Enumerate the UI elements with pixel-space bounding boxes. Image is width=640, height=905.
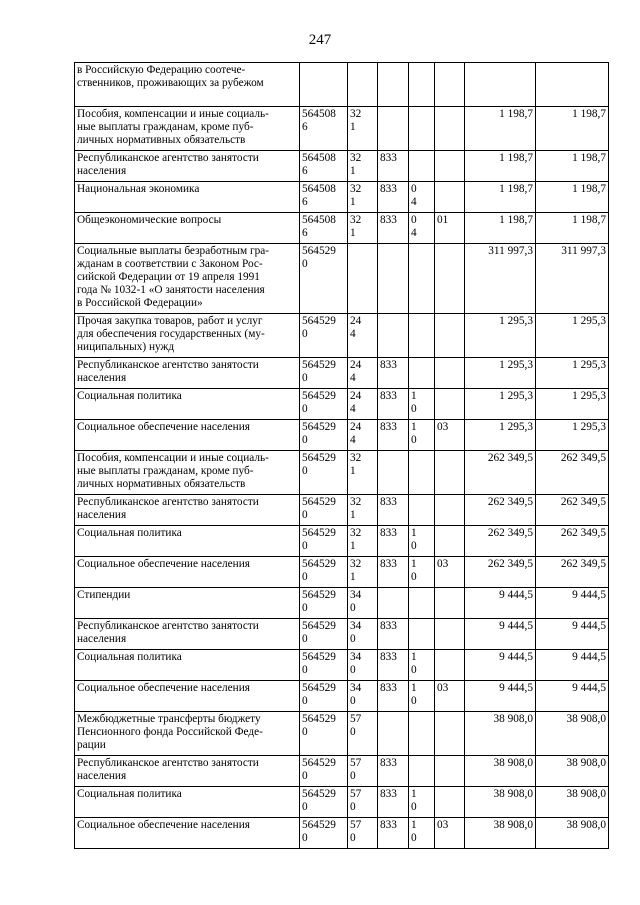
- cell-ved: [378, 314, 409, 358]
- cell-ved: 833: [378, 358, 409, 389]
- cell-sum2: 1 198,7: [536, 107, 609, 151]
- page-number: 247: [308, 32, 332, 48]
- cell-kvr: 32 1: [348, 495, 378, 526]
- cell-sum2: [536, 63, 609, 107]
- cell-sum1: 38 908,0: [465, 818, 536, 849]
- cell-sum1: 262 349,5: [465, 495, 536, 526]
- cell-ved: [378, 712, 409, 756]
- cell-ved: 833: [378, 619, 409, 650]
- cell-kvr: 32 1: [348, 151, 378, 182]
- cell-sum1: 1 198,7: [465, 213, 536, 244]
- cell-sum2: 9 444,5: [536, 588, 609, 619]
- cell-pr: [435, 389, 465, 420]
- cell-name: Социальная политика: [75, 526, 300, 557]
- cell-name: Пособия, компенсации и иные социаль- ные выплаты гражданам, кроме пуб- личных нормативных обязательств: [75, 451, 300, 495]
- cell-code: 564529 0: [300, 358, 348, 389]
- cell-pr: [435, 756, 465, 787]
- cell-sum1: 262 349,5: [465, 557, 536, 588]
- cell-code: 564529 0: [300, 495, 348, 526]
- cell-pr: [435, 182, 465, 213]
- cell-sum1: 1 198,7: [465, 151, 536, 182]
- cell-rz: [409, 451, 435, 495]
- cell-name: Социальное обеспечение населения: [75, 681, 300, 712]
- cell-rz: [409, 588, 435, 619]
- cell-sum2: 38 908,0: [536, 787, 609, 818]
- cell-sum2: 1 295,3: [536, 420, 609, 451]
- cell-kvr: 34 0: [348, 681, 378, 712]
- table-row: [75, 244, 609, 314]
- cell-sum1: 1 198,7: [465, 107, 536, 151]
- cell-sum2: 1 198,7: [536, 182, 609, 213]
- cell-pr: [435, 244, 465, 314]
- cell-kvr: 24 4: [348, 420, 378, 451]
- cell-pr: [435, 314, 465, 358]
- cell-name: Социальная политика: [75, 650, 300, 681]
- table-row: [75, 107, 609, 151]
- cell-kvr: [348, 244, 378, 314]
- table-row: [75, 557, 609, 588]
- cell-sum1: 38 908,0: [465, 787, 536, 818]
- cell-name: Социальное обеспечение населения: [75, 420, 300, 451]
- cell-kvr: 57 0: [348, 712, 378, 756]
- cell-name: Пособия, компенсации и иные социаль- ные выплаты гражданам, кроме пуб- личных нормативных обязательств: [75, 107, 300, 151]
- table-row: [75, 588, 609, 619]
- cell-pr: [435, 650, 465, 681]
- cell-sum2: 9 444,5: [536, 681, 609, 712]
- cell-pr: [435, 787, 465, 818]
- cell-sum2: 311 997,3: [536, 244, 609, 314]
- cell-ved: 833: [378, 818, 409, 849]
- cell-name: Прочая закупка товаров, работ и услуг для обеспечения государственных (му- ниципальных) нужд: [75, 314, 300, 358]
- table-row: [75, 358, 609, 389]
- cell-pr: [435, 526, 465, 557]
- cell-ved: [378, 63, 409, 107]
- cell-code: 564529 0: [300, 526, 348, 557]
- cell-ved: [378, 588, 409, 619]
- table-row: [75, 451, 609, 495]
- table-row: [75, 213, 609, 244]
- table-row: [75, 619, 609, 650]
- cell-code: 564529 0: [300, 756, 348, 787]
- cell-kvr: 32 1: [348, 182, 378, 213]
- cell-code: 564529 0: [300, 787, 348, 818]
- cell-ved: 833: [378, 650, 409, 681]
- cell-ved: 833: [378, 557, 409, 588]
- cell-rz: 1 0: [409, 681, 435, 712]
- cell-code: 564529 0: [300, 314, 348, 358]
- cell-ved: 833: [378, 526, 409, 557]
- cell-rz: [409, 107, 435, 151]
- cell-rz: 1 0: [409, 389, 435, 420]
- table-row: [75, 63, 609, 107]
- cell-name: Социальные выплаты безработным гра- жданам в соответствии с Законом Рос- сийской Федерации от 19 апреля 1991 года № 1032-1 «О занятости населения в Российской Федерации»: [75, 244, 300, 314]
- cell-name: Республиканское агентство занятости населения: [75, 151, 300, 182]
- cell-kvr: 57 0: [348, 818, 378, 849]
- cell-ved: 833: [378, 756, 409, 787]
- cell-rz: [409, 358, 435, 389]
- cell-code: 564529 0: [300, 557, 348, 588]
- cell-name: в Российскую Федерацию соотече- ственников, проживающих за рубежом: [75, 63, 300, 107]
- table-body: [75, 63, 609, 849]
- cell-rz: [409, 712, 435, 756]
- cell-sum2: 1 295,3: [536, 358, 609, 389]
- cell-name: Республиканское агентство занятости населения: [75, 756, 300, 787]
- cell-pr: [435, 495, 465, 526]
- cell-kvr: 34 0: [348, 650, 378, 681]
- cell-code: 564508 6: [300, 151, 348, 182]
- cell-pr: 03: [435, 420, 465, 451]
- cell-kvr: 24 4: [348, 358, 378, 389]
- cell-kvr: [348, 63, 378, 107]
- table-row: [75, 389, 609, 420]
- cell-sum2: 9 444,5: [536, 650, 609, 681]
- cell-code: 564529 0: [300, 650, 348, 681]
- cell-pr: 01: [435, 213, 465, 244]
- cell-sum2: 1 295,3: [536, 314, 609, 358]
- table-row: [75, 182, 609, 213]
- cell-rz: 1 0: [409, 526, 435, 557]
- cell-sum2: 38 908,0: [536, 756, 609, 787]
- cell-name: Национальная экономика: [75, 182, 300, 213]
- cell-code: 564529 0: [300, 451, 348, 495]
- cell-sum2: 262 349,5: [536, 526, 609, 557]
- cell-sum1: 262 349,5: [465, 526, 536, 557]
- cell-ved: 833: [378, 182, 409, 213]
- cell-sum2: 38 908,0: [536, 712, 609, 756]
- cell-ved: [378, 244, 409, 314]
- cell-ved: 833: [378, 495, 409, 526]
- cell-kvr: 32 1: [348, 557, 378, 588]
- cell-sum2: 9 444,5: [536, 619, 609, 650]
- cell-code: 564529 0: [300, 619, 348, 650]
- cell-kvr: 24 4: [348, 314, 378, 358]
- cell-rz: 1 0: [409, 650, 435, 681]
- cell-rz: 1 0: [409, 557, 435, 588]
- cell-pr: 03: [435, 681, 465, 712]
- cell-ved: 833: [378, 389, 409, 420]
- table-row: [75, 818, 609, 849]
- cell-kvr: 34 0: [348, 588, 378, 619]
- cell-pr: [435, 107, 465, 151]
- cell-ved: [378, 107, 409, 151]
- table-row: [75, 712, 609, 756]
- cell-sum1: 311 997,3: [465, 244, 536, 314]
- cell-code: 564529 0: [300, 712, 348, 756]
- cell-sum2: 1 198,7: [536, 151, 609, 182]
- cell-ved: 833: [378, 213, 409, 244]
- cell-name: Социальная политика: [75, 787, 300, 818]
- cell-code: 564529 0: [300, 681, 348, 712]
- cell-kvr: 34 0: [348, 619, 378, 650]
- cell-kvr: 32 1: [348, 107, 378, 151]
- cell-code: 564508 6: [300, 182, 348, 213]
- cell-rz: [409, 63, 435, 107]
- cell-name: Межбюджетные трансферты бюджету Пенсионного фонда Российской Феде- рации: [75, 712, 300, 756]
- cell-rz: 0 4: [409, 182, 435, 213]
- cell-sum1: 1 295,3: [465, 389, 536, 420]
- cell-ved: [378, 451, 409, 495]
- cell-ved: 833: [378, 151, 409, 182]
- cell-code: 564508 6: [300, 213, 348, 244]
- cell-pr: [435, 619, 465, 650]
- cell-ved: 833: [378, 681, 409, 712]
- cell-sum1: 9 444,5: [465, 619, 536, 650]
- cell-name: Общеэкономические вопросы: [75, 213, 300, 244]
- cell-sum1: 262 349,5: [465, 451, 536, 495]
- table-row: [75, 650, 609, 681]
- cell-code: 564529 0: [300, 818, 348, 849]
- cell-rz: [409, 151, 435, 182]
- table-row: [75, 151, 609, 182]
- cell-kvr: 32 1: [348, 451, 378, 495]
- cell-code: 564529 0: [300, 389, 348, 420]
- cell-pr: [435, 358, 465, 389]
- cell-code: [300, 63, 348, 107]
- cell-pr: 03: [435, 818, 465, 849]
- cell-kvr: 32 1: [348, 526, 378, 557]
- table-row: [75, 756, 609, 787]
- table-row: [75, 495, 609, 526]
- cell-pr: [435, 63, 465, 107]
- cell-code: 564508 6: [300, 107, 348, 151]
- cell-rz: 1 0: [409, 787, 435, 818]
- cell-pr: [435, 151, 465, 182]
- cell-sum1: 1 295,3: [465, 420, 536, 451]
- cell-kvr: 57 0: [348, 756, 378, 787]
- table-row: [75, 681, 609, 712]
- cell-rz: [409, 244, 435, 314]
- table-row: [75, 314, 609, 358]
- cell-sum1: 9 444,5: [465, 650, 536, 681]
- cell-pr: [435, 451, 465, 495]
- cell-sum2: 1 295,3: [536, 389, 609, 420]
- cell-sum2: 38 908,0: [536, 818, 609, 849]
- cell-kvr: 32 1: [348, 213, 378, 244]
- cell-name: Стипендии: [75, 588, 300, 619]
- cell-rz: [409, 756, 435, 787]
- cell-rz: [409, 314, 435, 358]
- cell-sum1: 9 444,5: [465, 588, 536, 619]
- cell-sum1: 38 908,0: [465, 756, 536, 787]
- budget-table: [74, 62, 609, 849]
- cell-pr: [435, 712, 465, 756]
- cell-name: Социальное обеспечение населения: [75, 818, 300, 849]
- cell-rz: [409, 495, 435, 526]
- cell-sum1: [465, 63, 536, 107]
- cell-code: 564529 0: [300, 244, 348, 314]
- cell-code: 564529 0: [300, 588, 348, 619]
- cell-sum2: 262 349,5: [536, 557, 609, 588]
- cell-code: 564529 0: [300, 420, 348, 451]
- cell-sum1: 1 295,3: [465, 358, 536, 389]
- cell-sum1: 38 908,0: [465, 712, 536, 756]
- cell-sum1: 9 444,5: [465, 681, 536, 712]
- cell-pr: 03: [435, 557, 465, 588]
- table-row: [75, 526, 609, 557]
- cell-kvr: 24 4: [348, 389, 378, 420]
- cell-name: Республиканское агентство занятости населения: [75, 495, 300, 526]
- cell-rz: 1 0: [409, 420, 435, 451]
- cell-name: Республиканское агентство занятости населения: [75, 358, 300, 389]
- cell-sum1: 1 198,7: [465, 182, 536, 213]
- cell-sum2: 1 198,7: [536, 213, 609, 244]
- cell-rz: 0 4: [409, 213, 435, 244]
- cell-sum1: 1 295,3: [465, 314, 536, 358]
- cell-rz: [409, 619, 435, 650]
- cell-kvr: 57 0: [348, 787, 378, 818]
- cell-ved: 833: [378, 420, 409, 451]
- cell-sum2: 262 349,5: [536, 451, 609, 495]
- cell-ved: 833: [378, 787, 409, 818]
- table-row: [75, 787, 609, 818]
- table-row: [75, 420, 609, 451]
- cell-rz: 1 0: [409, 818, 435, 849]
- cell-name: Социальная политика: [75, 389, 300, 420]
- cell-name: Республиканское агентство занятости населения: [75, 619, 300, 650]
- cell-pr: [435, 588, 465, 619]
- cell-name: Социальное обеспечение населения: [75, 557, 300, 588]
- cell-sum2: 262 349,5: [536, 495, 609, 526]
